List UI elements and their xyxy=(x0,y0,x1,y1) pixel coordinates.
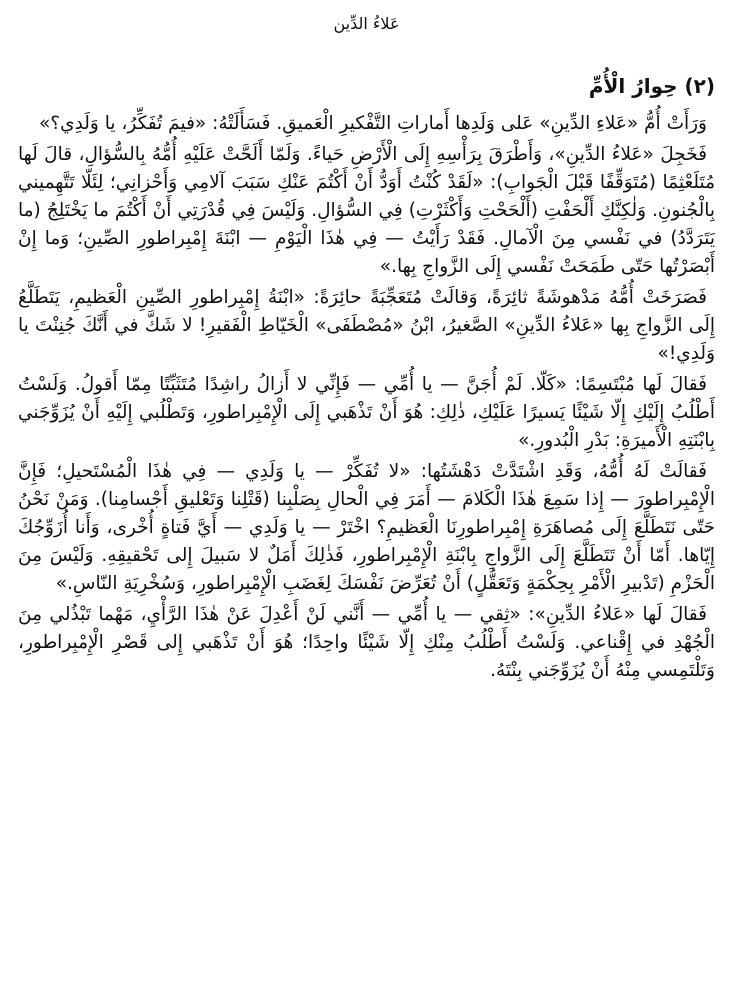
paragraph-2: فَخَجِلَ «عَلاءُ الدِّينِ»، وَأَطْرَقَ بِرَأْسِهِ إِلَى الْأَرْضِ حَياءً. وَلَمّا أَلَحَّتْ عَلَيْهِ أُمُّهُ بِالسُّؤالِ، قالَ لَها مُتَلَعْثِمًا (مُتَوَقِّفًا قَبْلَ الْجَوابِ): «لَقَدْ كُنْتُ أَوَدُّ أَنْ أَكْتُمَ عَنْكِ سَبَبَ آلامِي وَأَحْزانِي؛ لِئَلّا تَتَّهِميني بِالْجُنونِ. وَلٰكِنَّكِ أَلْحَفْتِ (أَلْحَحْتِ وَأَكْثَرْتِ) فِي السُّؤالِ. وَلَيْسَ فِي قُدْرَتِي أَنْ أَكْتُمَ ما يَخْتَلِجُ (ما يَتَرَدَّدُ) في نَفْسي مِنَ الْآمالِ. فَقَدْ رَأَيْتُ — فِي هٰذَا الْيَوْمِ — ابْنَةَ إِمْبِراطورِ الصِّينِ؛ وَما إِنْ أَبْصَرْتُها حَتّى طَمَحَتْ نَفْسي إِلَى الزَّواجِ بِها.» xyxy=(18,144,715,277)
paragraph-6: فَقالَ لَها «عَلاءُ الدِّينِ»: «ثِقي — يا أُمِّي — أَنَّني لَنْ أَعْدِلَ عَنْ هٰذَا الرَّأْيِ، مَهْما تَبْذُلي مِنَ الْجُهْدِ في إِقْناعي. وَلَسْتُ أَطْلُبُ مِنْكِ إِلّا شَيْئًا واحِدًا؛ هُوَ أَنْ تَذْهَبي إِلى قَصْرِ الْإِمْبِراطورِ، وَتَلْتَمِسي مِنْهُ أَنْ يُزَوِّجَني بِنْتَهُ. xyxy=(18,604,715,681)
running-header: عَلاءُ الدِّين xyxy=(333,14,400,33)
paragraph-1: وَرَأَتْ أُمُّ «عَلاءِ الدِّينِ» عَلى وَلَدِها أَماراتِ التَّفْكيرِ الْعَميقِ. فَسَأَلَتْهُ: «فيمَ تُفَكِّرُ، يا وَلَدِي؟» xyxy=(38,113,707,134)
paragraph-3: فَصَرَخَتْ أُمُّهُ مَدْهوشَةً ثائِرَةً، وَقالَتْ مُتَعَجِّبَةً حائِرَةً: «ابْنَةُ إِمْبِراطورِ الصِّينِ الْعَظيمِ، يَتَطَلَّعُ إِلَى الزَّواجِ بِها «عَلاءُ الدِّينِ» الصَّغيرُ، ابْنُ «مُصْطَفَى» الْخَيّاطِ الْفَقيرِ! لا شَكَّ في أَنَّكَ جُنِنْتَ يا وَلَدِي!» xyxy=(18,287,715,364)
body-text xyxy=(18,110,715,685)
chapter-title: (٢) حِوارُ الْأُمِّ xyxy=(588,74,715,98)
paragraph-4: فَقالَ لَها مُبْتَسِمًا: «كَلّا. لَمْ أُجَنَّ — يا أُمِّي — فَإِنِّي لا أَزالُ راشِدًا مُتَثَبِّتًا مِمّا أَقولُ. وَلَسْتُ أَطْلُبُ إِلَيْكِ إِلّا شَيْئًا يَسيرًا عَلَيْكِ، ذٰلِكِ: هُوَ أَنْ تَذْهَبي إِلَى الْإِمْبِراطورِ، وَتَطْلُبي إِلَيْهِ أَنْ يُزَوِّجَني بِابْنَتِهِ الْأَميرَةِ: بَدْرِ الْبُدورِ.» xyxy=(18,374,715,451)
paragraph-5: فَقالَتْ لَهُ أُمُّهُ، وَقَدِ اشْتَدَّتْ دَهْشَتُها: «لا تُفَكِّرْ — يا وَلَدِي — فِي هٰذَا الْمُسْتَحيلِ؛ فَإِنَّ الْإِمْبِراطورَ — إِذا سَمِعَ هٰذَا الْكَلامَ — أَمَرَ فِي الْحالِ بِصَلْبِنا (قَتْلِنا وَتَعْليقِ أَجْسامِنا). وَمَنْ نَحْنُ حَتّى نَتَطَلَّعَ إِلَى مُصاهَرَةِ إِمْبِراطورِنَا الْعَظيمِ؟ اخْتَرْ — يا وَلَدِي — أَيَّ فَتاةٍ أُخْرى، وَأَنا أُزَوِّجُكَ إِيّاها. أَمّا أَنْ تَتَطَلَّعَ إِلَى الزَّواجِ بِابْنَةِ الْإِمْبِراطورِ، فَذٰلِكَ أَمَلٌ لا سَبيلَ إِلى تَحْقيقِهِ. وَلَيْسَ مِنَ الْحَزْمِ (تَدْبيرِ الْأَمْرِ بِحِكْمَةٍ وَتَعَقُّلٍ) أَنْ تُعَرِّضَ نَفْسَكَ لِغَضَبِ الْإِمْبِراطورِ، وَسُخْرِيَةِ النّاسِ.» xyxy=(18,461,715,594)
